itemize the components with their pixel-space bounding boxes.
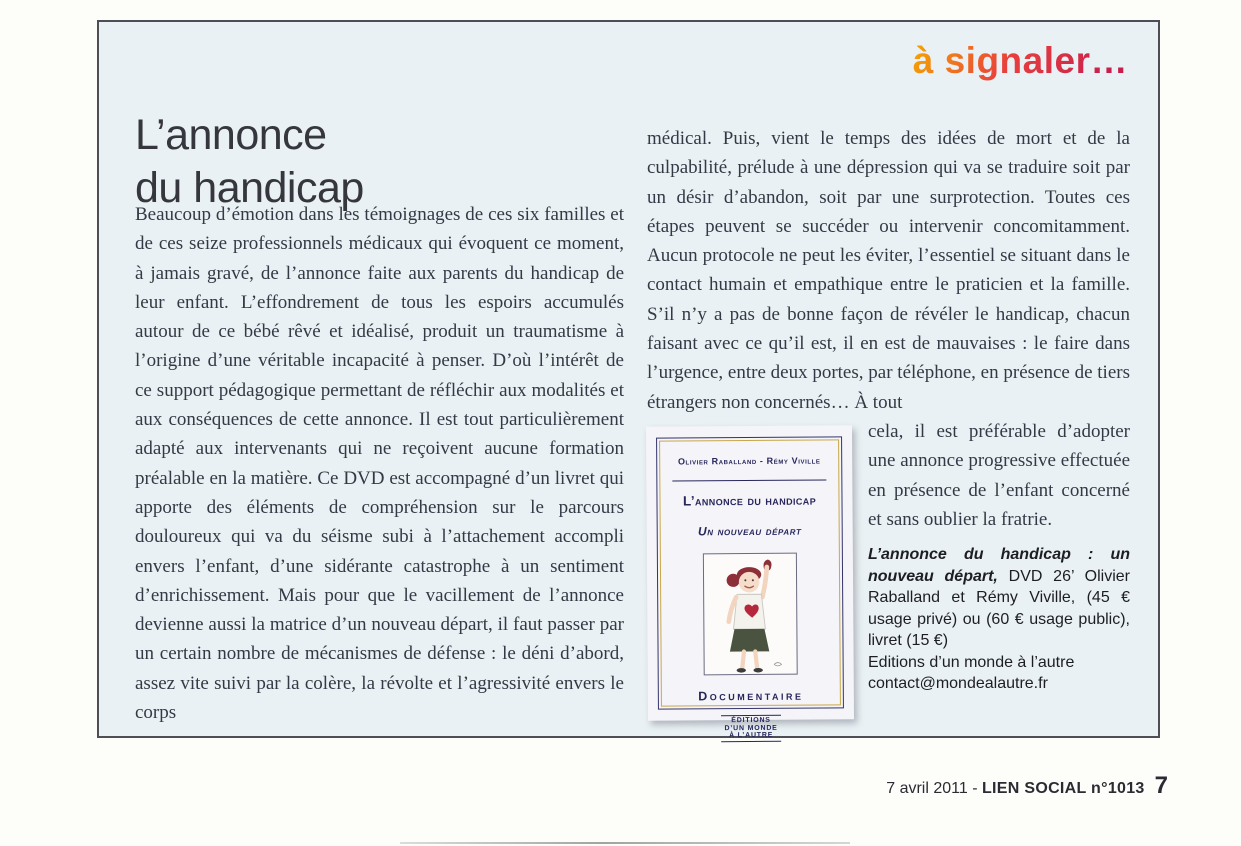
footer-date: 7 avril 2011 - (886, 780, 982, 797)
section-rubric: à signaler… (912, 40, 1128, 81)
caption-publisher: Editions d’un monde à l’autre (868, 653, 1075, 671)
caption-email: contact@mondealautre.fr (868, 675, 1048, 693)
right-column-text-2: cela, il est préférable d’adopter une annonce progressive effectuée en présence de l’enfant concerné et sans oublier la fratrie. (868, 420, 1130, 530)
page-footer (0, 772, 1168, 800)
dvd-cover-rule (672, 480, 827, 482)
caption-body: DVD 26’ Olivier Raballand et Rémy Viville, (45 € usage privé) ou (60 € usage public), livret (15 €) (868, 567, 1131, 650)
article-box (97, 20, 1160, 738)
dvd-cover-publisher-logo: ÉDITIONS D’UN MONDE À L’AUTRE (721, 715, 780, 742)
left-column-text: Beaucoup d’émotion dans les témoignages de ces six familles et de ces seize professionnels médicaux qui évoquent ce moment, à jamais gravé, de l’annonce faite aux parents du handicap de leur enfant. L’effondrement de tous les espoirs accumulés autour de ce bébé rêvé et idéalisé, produit un traumatisme à l’origine d’une véritable incapacité à penser. D’où l’intérêt de ce support pédagogique permettant de réfléchir aux modalités et aux conséquences de cette annonce. Il est tout particulièrement adapté aux intervenants qui ne reçoivent aucune formation préalable en la matière. Ce DVD est accompagné d’un livret qui apporte des éléments de compréhension sur le parcours douloureux qui va du séisme subi à l’attachement accompli envers l’enfant, d’une sidérante catastrophe à un sentiment d’enrichissement. Mais pour que le vacillement de l’annonce devienne aussi la matrice d’un nouveau départ, il faut passer par un certain nombre de mécanismes de défense : le déni d’abord, assez vite suivi par la colère, la révolte et l’agressivité envers le corps (135, 204, 624, 724)
dvd-cover-authors: Olivier Raballand - Rémy Viville (677, 455, 821, 467)
scan-artifact (400, 842, 850, 844)
footer-magazine: LIEN SOCIAL n°1013 (981, 780, 1145, 797)
page-title (135, 109, 364, 215)
dvd-cover-frame (656, 436, 844, 740)
right-column-text-1: médical. Puis, vient le temps des idées de mort et de la culpabilité, prélude à une dépression qui va se traduire soit par un désir d’abandon, soit par une surprotection. Toutes ces étapes peuvent se succéder ou intervenir concomitamment. Aucun protocole ne peut les éviter, l’essentiel se situant dans le contact humain et empathique entre le praticien et la famille. S’il n’y a pas de bonne façon de révéler le handicap, chacun faisant avec ce qu’il est, il en est de mauvaises : le faire dans l’urgence, entre deux portes, par téléphone, en présence de tiers étrangers non concernés… À tout (647, 128, 1130, 413)
dvd-cover-subtitle: Un nouveau départ (697, 523, 802, 538)
dvd-cover-title: L’annonce du handicap (682, 492, 817, 509)
caption-lead: L’annonce du handicap : un nouveau départ, (868, 546, 1130, 585)
left-column (135, 200, 624, 727)
page-title-line1: L’annonce (135, 110, 327, 159)
page-title-line2: du handicap (135, 163, 364, 212)
right-column (647, 124, 1131, 740)
girl-illustration-icon (706, 554, 795, 675)
footer-page-number: 7 (1154, 772, 1168, 799)
right-column-wrap (647, 417, 1131, 740)
dvd-cover-genre: Documentaire (698, 688, 804, 704)
dvd-cover (646, 425, 854, 740)
dvd-cover-illustration-box (703, 553, 798, 676)
